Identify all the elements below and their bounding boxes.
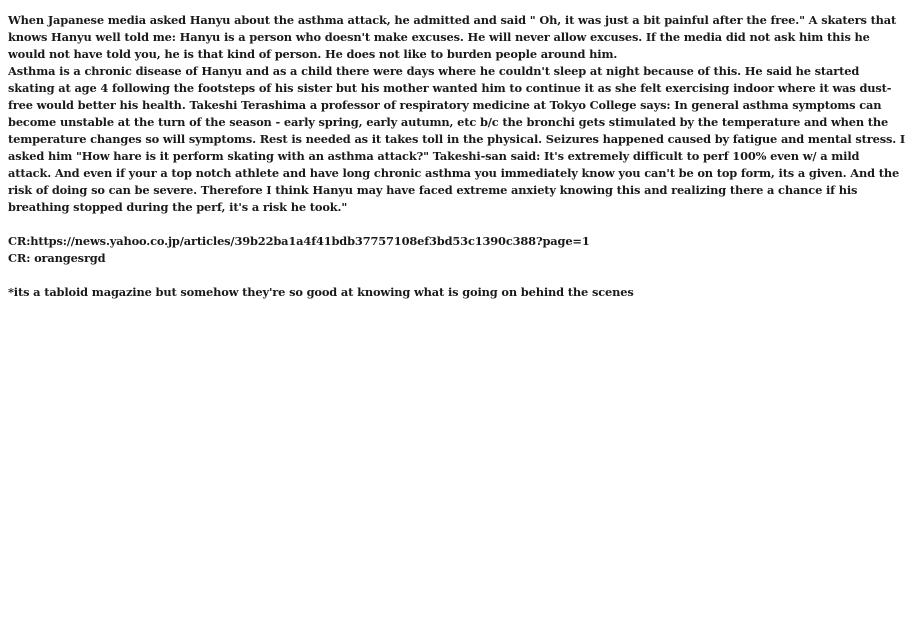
credit-source: CR:https://news.yahoo.co.jp/articles/39b22ba1a4f41bdb37757108ef3bd53c1390c388?page=1 bbox=[8, 234, 590, 248]
spacer bbox=[8, 267, 906, 284]
paragraph-asthma: Asthma is a chronic disease of Hanyu and as a child there were days where he couldn't sleep at night because of this. He said he started skating at age 4 following the footsteps of his sister but his mother wanted him to continue it as she felt exercising indoor where it was dust-free would better his health. Takeshi Terashima a professor of respiratory medicine at Tokyo College says: In general asthma symptoms can become unstable at the turn of the season - early spring, early autumn, etc b/c the bronchi gets stimulated by the temperature and when the temperature changes so will symptoms. Rest is needed as it takes toll in the physical. Seizures happened caused by fatigue and mental stress. I asked him "How hare is it perform skating with an asthma attack?" Takeshi-san said: It's extremely difficult to perf 100% even w/ a mild attack. And even if your a top notch athlete and have long chronic asthma you immediately know you can't be on top form, its a given. And the risk of doing so can be severe. Therefore I think Hanyu may have faced extreme anxiety knowing this and realizing there a chance if his breathing stopped during the perf, it's a risk he took." bbox=[8, 64, 906, 214]
paragraph-interview: When Japanese media asked Hanyu about the asthma attack, he admitted and said " Oh, it was just a bit painful after the free." A skaters that knows Hanyu well told me: Hanyu is a person who doesn't make excuses. He will never allow excuses. If the media did not ask him this he would not have told you, he is that kind of person. He does not like to burden people around him. bbox=[8, 13, 897, 61]
footnote: *its a tabloid magazine but somehow they're so good at knowing what is going on behind the scenes bbox=[8, 285, 634, 299]
credit-translator: CR: orangesrgd bbox=[8, 251, 106, 265]
document-body bbox=[8, 12, 906, 301]
spacer bbox=[8, 216, 906, 233]
